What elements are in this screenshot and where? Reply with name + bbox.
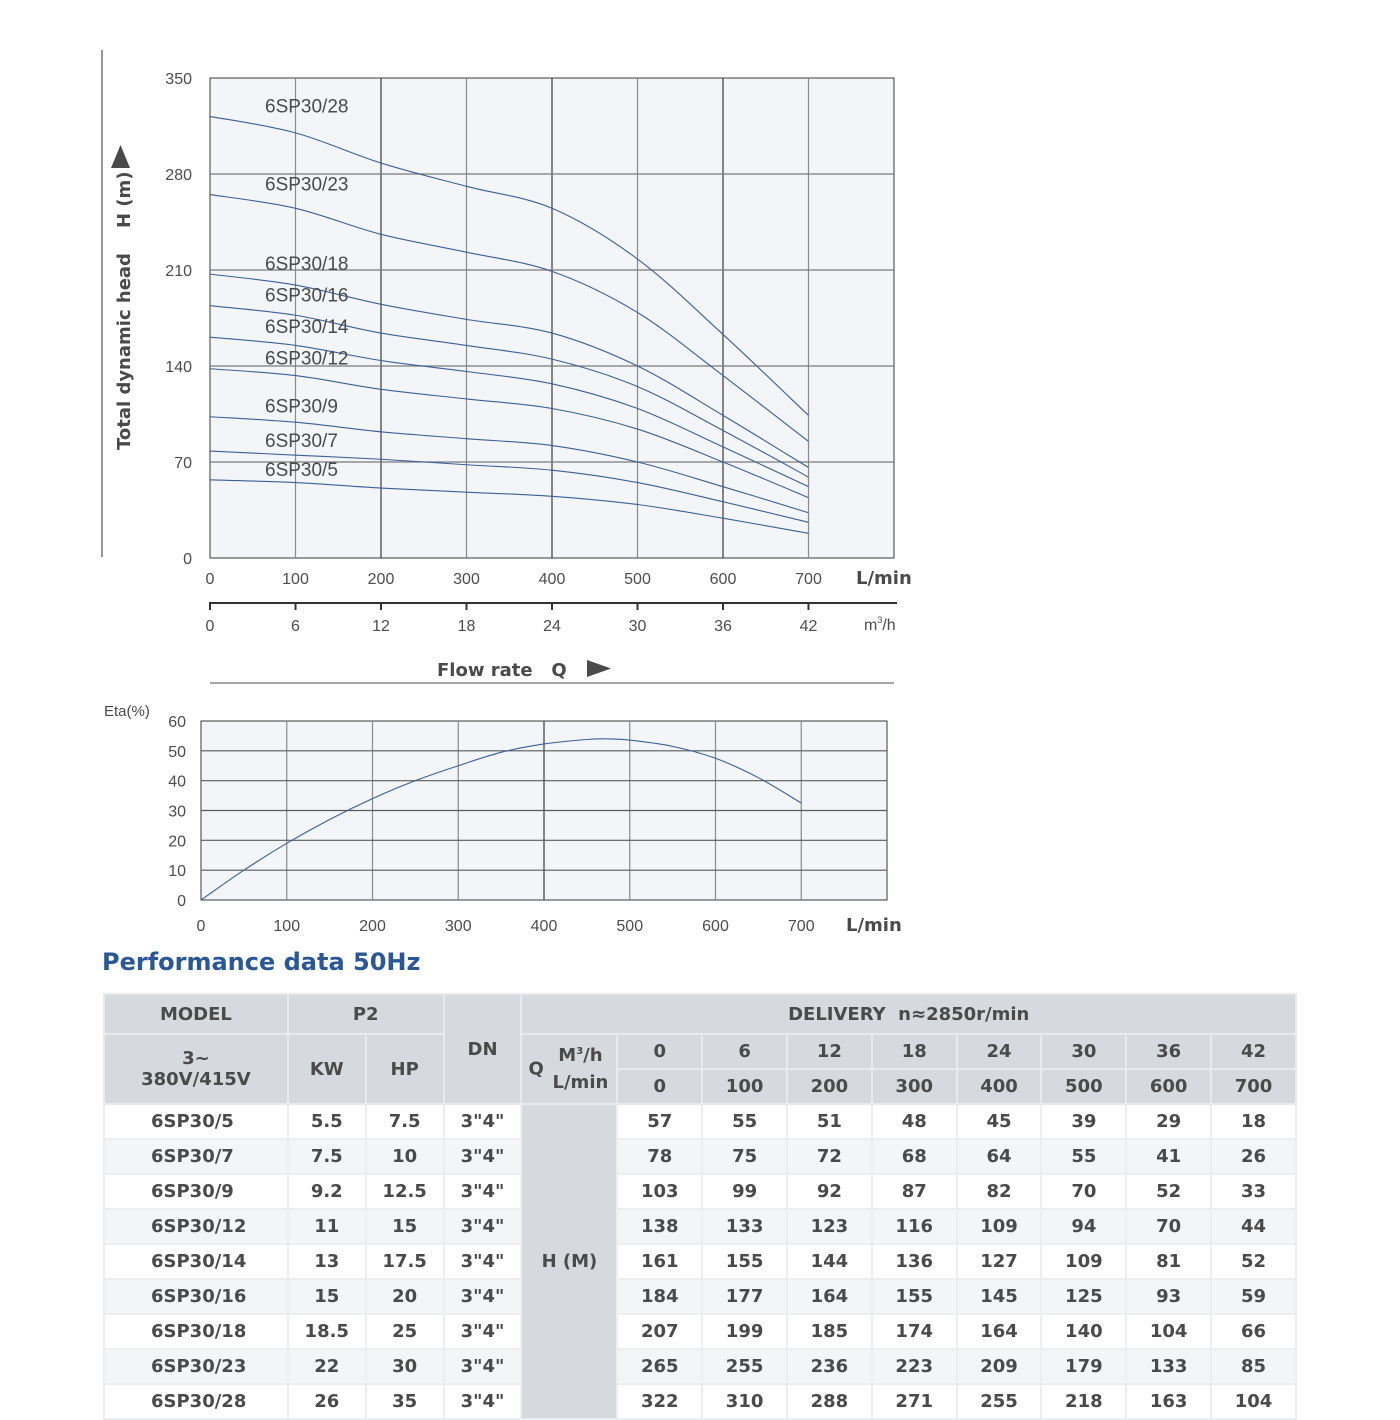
unit-m3h-tail: /h [583,1045,603,1066]
m3h-value: 30 [1041,1034,1126,1069]
head-value-cell: 223 [872,1349,957,1384]
head-value-cell: 70 [1041,1174,1126,1209]
kw-cell: 7.5 [288,1139,366,1174]
m3h-value: 12 [787,1034,872,1069]
secondary-x-tick-label: 6 [291,618,300,635]
eta-x-tick-label: 100 [273,918,301,935]
head-value-cell: 133 [702,1209,787,1244]
dn-cell: 3"4" [444,1314,522,1349]
x-tick-label: 300 [453,571,480,588]
head-value-cell: 72 [787,1139,872,1174]
head-value-cell: 92 [787,1174,872,1209]
head-value-cell: 218 [1041,1384,1126,1419]
y-axis-title-text: Total dynamic head [114,253,135,450]
table-row [104,1279,1296,1314]
curve-label: 6SP30/28 [265,96,349,118]
efficiency-chart [0,700,1400,945]
header-model: MODEL [104,994,288,1034]
curve-label: 6SP30/14 [265,317,349,339]
head-value-cell: 199 [702,1314,787,1349]
y-tick-label: 210 [165,263,192,280]
m3h-value: 42 [1211,1034,1296,1069]
kw-cell: 22 [288,1349,366,1384]
kw-cell: 9.2 [288,1174,366,1209]
head-value-cell: 82 [957,1174,1042,1209]
head-value-cell: 179 [1041,1349,1126,1384]
model-cell: 6SP30/5 [104,1104,288,1139]
kw-cell: 11 [288,1209,366,1244]
x-tick-label: 0 [205,571,215,588]
eta-x-tick-label: 500 [616,918,644,935]
head-value-cell: 66 [1211,1314,1296,1349]
eta-x-tick-label: 0 [196,918,206,935]
head-value-cell: 236 [787,1349,872,1384]
dn-cell: 3"4" [444,1279,522,1314]
secondary-x-tick-label: 42 [799,618,818,635]
m3h-value: 36 [1126,1034,1211,1069]
header-hp: HP [366,1034,444,1104]
head-value-cell: 109 [1041,1244,1126,1279]
eta-y-tick-label: 20 [168,833,186,851]
curve-label: 6SP30/9 [265,396,338,418]
hp-cell: 17.5 [366,1244,444,1279]
q-symbol: Q [528,1058,544,1080]
secondary-x-tick-label: 30 [628,618,647,635]
head-value-cell: 55 [702,1104,787,1139]
head-value-cell: 125 [1041,1279,1126,1314]
head-value-cell: 209 [957,1349,1042,1384]
head-value-cell: 45 [957,1104,1042,1139]
head-value-cell: 164 [787,1279,872,1314]
model-cell: 6SP30/23 [104,1349,288,1384]
head-value-cell: 116 [872,1209,957,1244]
head-curve-chart [0,0,1400,700]
hp-cell: 25 [366,1314,444,1349]
table-row [104,1209,1296,1244]
head-value-cell: 155 [872,1279,957,1314]
lmin-value: 100 [702,1069,787,1104]
secondary-x-tick-label: 0 [205,618,215,635]
table-row [104,1314,1296,1349]
head-value-cell: 164 [957,1314,1042,1349]
hp-cell: 12.5 [366,1174,444,1209]
table-row [104,1174,1296,1209]
eta-y-tick-label: 40 [168,773,186,791]
eta-y-tick-label: 10 [168,863,186,881]
head-value-cell: 161 [617,1244,702,1279]
head-value-cell: 145 [957,1279,1042,1314]
head-value-cell: 138 [617,1209,702,1244]
m3h-value: 6 [702,1034,787,1069]
kw-cell: 5.5 [288,1104,366,1139]
dn-cell: 3"4" [444,1209,522,1244]
head-value-cell: 140 [1041,1314,1126,1349]
head-value-cell: 51 [787,1104,872,1139]
kw-cell: 26 [288,1384,366,1419]
head-value-cell: 39 [1041,1104,1126,1139]
model-cell: 6SP30/16 [104,1279,288,1314]
voltage-range: 380V/415V [141,1069,251,1090]
y-tick-label: 350 [165,71,192,88]
m3h-value: 0 [617,1034,702,1069]
dn-cell: 3"4" [444,1384,522,1419]
unit-lmin: L/min [552,1072,609,1093]
right-arrow-icon [587,660,611,677]
model-cell: 6SP30/28 [104,1384,288,1419]
eta-x-tick-label: 400 [530,918,558,935]
secondary-x-tick-label: 36 [714,618,732,635]
head-value-cell: 52 [1126,1174,1211,1209]
head-value-cell: 70 [1126,1209,1211,1244]
up-arrow-icon [111,145,130,168]
hp-cell: 15 [366,1209,444,1244]
lmin-value: 700 [1211,1069,1296,1104]
x-unit-m3h: $m^3/h$ [864,615,896,634]
x-tick-label: 100 [282,571,309,588]
lmin-value: 400 [957,1069,1042,1104]
dn-cell: 3"4" [444,1244,522,1279]
head-value-cell: 57 [617,1104,702,1139]
head-value-cell: 81 [1126,1244,1211,1279]
head-value-cell: 109 [957,1209,1042,1244]
unit-m3h-sup: 3 [576,1046,584,1057]
head-value-cell: 322 [617,1384,702,1419]
model-cell: 6SP30/12 [104,1209,288,1244]
head-value-cell: 184 [617,1279,702,1314]
head-value-cell: 144 [787,1244,872,1279]
model-cell: 6SP30/7 [104,1139,288,1174]
head-value-cell: 64 [957,1139,1042,1174]
secondary-x-tick-label: 18 [457,618,476,635]
header-delivery: DELIVERY n≈2850r/min [521,994,1296,1034]
curve-label: 6SP30/5 [265,459,338,481]
x-tick-label: 700 [795,571,822,588]
lmin-value: 0 [617,1069,702,1104]
hp-cell: 30 [366,1349,444,1384]
head-value-cell: 104 [1126,1314,1211,1349]
model-cell: 6SP30/9 [104,1174,288,1209]
header-voltage [104,1034,288,1104]
x-tick-label: 600 [709,571,737,588]
x-tick-label: 500 [624,571,651,588]
head-value-cell: 68 [872,1139,957,1174]
kw-cell: 15 [288,1279,366,1314]
hp-cell: 35 [366,1384,444,1419]
head-value-cell: 174 [872,1314,957,1349]
eta-x-tick-label: 600 [702,918,729,935]
x-tick-label: 400 [538,571,566,588]
head-value-cell: 29 [1126,1104,1211,1139]
head-value-cell: 288 [787,1384,872,1419]
head-value-cell: 265 [617,1349,702,1384]
curve-label: 6SP30/7 [265,431,338,453]
head-value-cell: 75 [702,1139,787,1174]
table-row [104,1139,1296,1174]
dn-cell: 3"4" [444,1174,522,1209]
header-p2: P2 [288,994,444,1034]
eta-x-tick-label: 300 [444,918,472,935]
eta-y-tick-label: 60 [168,714,186,731]
head-value-cell: 41 [1126,1139,1211,1174]
lmin-value: 600 [1126,1069,1211,1104]
table-row [104,1384,1296,1419]
model-cell: 6SP30/18 [104,1314,288,1349]
kw-cell: 18.5 [288,1314,366,1349]
x-tick-label: 200 [367,571,395,588]
header-kw: KW [288,1034,366,1104]
x-axis-title: Flow rate Q [437,660,567,681]
head-value-cell: 127 [957,1244,1042,1279]
head-value-cell: 26 [1211,1139,1296,1174]
head-value-cell: 177 [702,1279,787,1314]
header-q [521,1034,617,1104]
secondary-x-tick-label: 12 [372,618,390,635]
performance-table [103,993,1297,1420]
head-value-cell: 78 [617,1139,702,1174]
hp-cell: 20 [366,1279,444,1314]
head-value-cell: 99 [702,1174,787,1209]
head-value-cell: 185 [787,1314,872,1349]
curve-label: 6SP30/16 [265,285,349,307]
eta-x-unit: L/min [846,915,902,936]
head-value-cell: 87 [872,1174,957,1209]
head-value-cell: 136 [872,1244,957,1279]
y-tick-label: 140 [165,359,192,376]
head-value-cell: 48 [872,1104,957,1139]
eta-x-tick-label: 700 [787,918,815,935]
y-tick-label: 70 [174,455,192,472]
head-value-cell: 255 [957,1384,1042,1419]
table-row [104,1244,1296,1279]
hp-cell: 10 [366,1139,444,1174]
head-value-cell: 104 [1211,1384,1296,1419]
m3h-value: 24 [957,1034,1042,1069]
table-row [104,1349,1296,1384]
head-value-cell: 255 [702,1349,787,1384]
head-value-cell: 85 [1211,1349,1296,1384]
eta-y-tick-label: 50 [168,743,186,761]
head-value-cell: 33 [1211,1174,1296,1209]
head-value-cell: 93 [1126,1279,1211,1314]
dn-cell: 3"4" [444,1349,522,1384]
eta-y-tick-label: 30 [168,803,186,821]
head-value-cell: 310 [702,1384,787,1419]
head-value-cell: 133 [1126,1349,1211,1384]
model-cell: 6SP30/14 [104,1244,288,1279]
head-value-cell: 123 [787,1209,872,1244]
dn-cell: 3"4" [444,1139,522,1174]
curve-label: 6SP30/18 [265,254,349,276]
y-tick-label: 0 [183,551,192,568]
lmin-value: 200 [787,1069,872,1104]
head-value-cell: 207 [617,1314,702,1349]
eta-y-axis-title: Eta(%) [104,703,150,720]
head-value-cell: 103 [617,1174,702,1209]
head-value-cell: 59 [1211,1279,1296,1314]
hp-cell: 7.5 [366,1104,444,1139]
header-dn: DN [444,994,522,1104]
head-value-cell: 52 [1211,1244,1296,1279]
eta-x-tick-label: 200 [359,918,386,935]
unit-m3h-base: M [558,1045,577,1066]
table-row [104,1104,1296,1139]
head-unit-cell: H (M) [521,1104,617,1419]
y-tick-label: 280 [165,167,192,184]
section-title: Performance data 50Hz [102,948,421,976]
kw-cell: 13 [288,1244,366,1279]
y-axis-title [111,145,135,450]
y-axis-unit: H (m) [114,171,135,228]
voltage-phase: 3~ [182,1048,210,1069]
x-unit-lmin: L/min [856,568,912,589]
eta-y-tick-label: 0 [177,893,186,910]
lmin-value: 500 [1041,1069,1126,1104]
curve-label: 6SP30/12 [265,348,349,370]
head-value-cell: 18 [1211,1104,1296,1139]
curve-label: 6SP30/23 [265,174,349,196]
lmin-value: 300 [872,1069,957,1104]
head-value-cell: 55 [1041,1139,1126,1174]
dn-cell: 3"4" [444,1104,522,1139]
head-value-cell: 271 [872,1384,957,1419]
head-value-cell: 94 [1041,1209,1126,1244]
m3h-value: 18 [872,1034,957,1069]
head-value-cell: 155 [702,1244,787,1279]
head-value-cell: 44 [1211,1209,1296,1244]
head-value-cell: 163 [1126,1384,1211,1419]
secondary-x-tick-label: 24 [543,618,561,635]
